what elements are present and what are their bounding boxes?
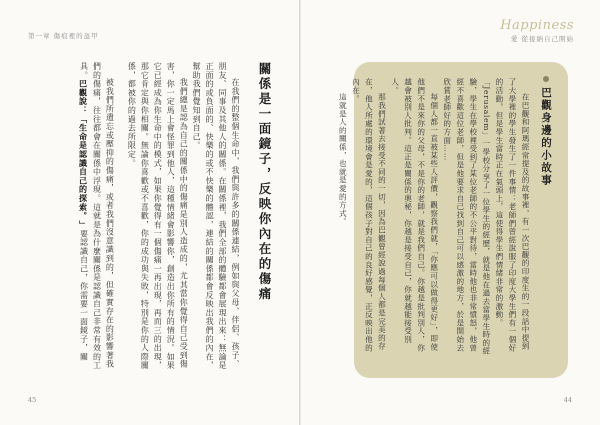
bold-quote: 巴觀說：「生命是認識自己的探索。」 [78,79,89,230]
panel-body [338,78,532,358]
left-page-number: 45 [28,396,37,404]
left-page [0,0,299,425]
story-panel [338,62,568,378]
closing-text: 要認識自己，你需要一面鏡子，關 [79,229,89,362]
panel-paragraph: 這就是人的關係，也就是愛的方式。 [338,93,348,226]
bullet-icon [543,76,549,82]
panel-title [539,76,554,326]
right-page-number: 44 [563,396,572,404]
paragraph [77,62,116,377]
panel-paragraph: 在巴觀和阿瑪經常提及的故事裡，有一次巴觀的印度生的一段話中提到了大學裡的學生發生了一件事情：老師們曾經說服了印度大學生們有一個好的活動，但是學生當時正在氣頭上，這使得學生們情緒非常的激動。「Jerusalem」一學校分享了一位學生的經歷，就是他在過去當學生時的經驗，學生在學校裡受到了某位老師的不公平對待，當時他也非常憤怒，他曾經不喜歡這位老師，但是他要求自己找到自己可以感激的地方，於是開始去欣賞老師好的方面…… [442,78,530,356]
right-page [301,0,600,425]
right-header [500,18,574,43]
panel-paragraph: 那我們試著去接受不同的一切，因為巴觀曾經說過每個人都是完美的存在，他人所處的環境會是愛的，這個孩子對自己的良好感覺，正反映出他的內在。 [351,78,387,352]
paragraph: 我們總是認為自己的關係中的傷痛是別人造成的，尤其當你覺得自己受到傷害，你一定馬上會怪罪到他人，這種情緒會影響你，創造出你所有的情況。如果它已經成為你生命中的模式，如果你覺得有一個傷痛一再出現，再而三的出現，那它肯定與你相關。無論你喜歡或不喜歡，你的成功與失敗，特別是你的人際關係，都被你的過去所限定。 [127,62,189,370]
left-body-text [65,62,241,377]
script-logo: Happiness [500,18,574,33]
left-running-head: 第一章 傷痕裡的盔甲 [28,32,99,40]
paragraph-text: 被我們所遺忘或壓抑的傷痛，或者我們沒意識到的，但確實存在的影響著我們的傷痛，往往都會在關係中浮現。這就是為什麼關係是認識自己非常有效的工具。 [79,62,115,370]
panel-paragraph: 每個人都一直被某些人評價，觀察我們就，「你應可以做得更好」，即使他們不是來你的父母，不是你的老師，就是我們自己。你越是批判別人，你越會被別人批判。這正是關係的奧秘，你越是接受自己，你就越能接受別人。 [390,78,439,352]
panel-title-text: 巴觀身邊的小故事 [540,87,552,187]
right-running-head: 愛 從接納自己開始 [510,35,574,43]
paragraph: 在我們的整個生命中，我們與許多的關係連結，例如與父母、伴侶、孩子、朋友、同事及其他人的關係。在關係裡，我們全部的體驗都會展現出來：無論是正面的或負面的、快樂的或不快樂的體認，連結的關係都會反映出我們的內在，幫助我們覺知到自己。 [192,62,240,370]
section-heading: 關係是一面鏡子，反映你內在的傷痛 [257,62,272,302]
